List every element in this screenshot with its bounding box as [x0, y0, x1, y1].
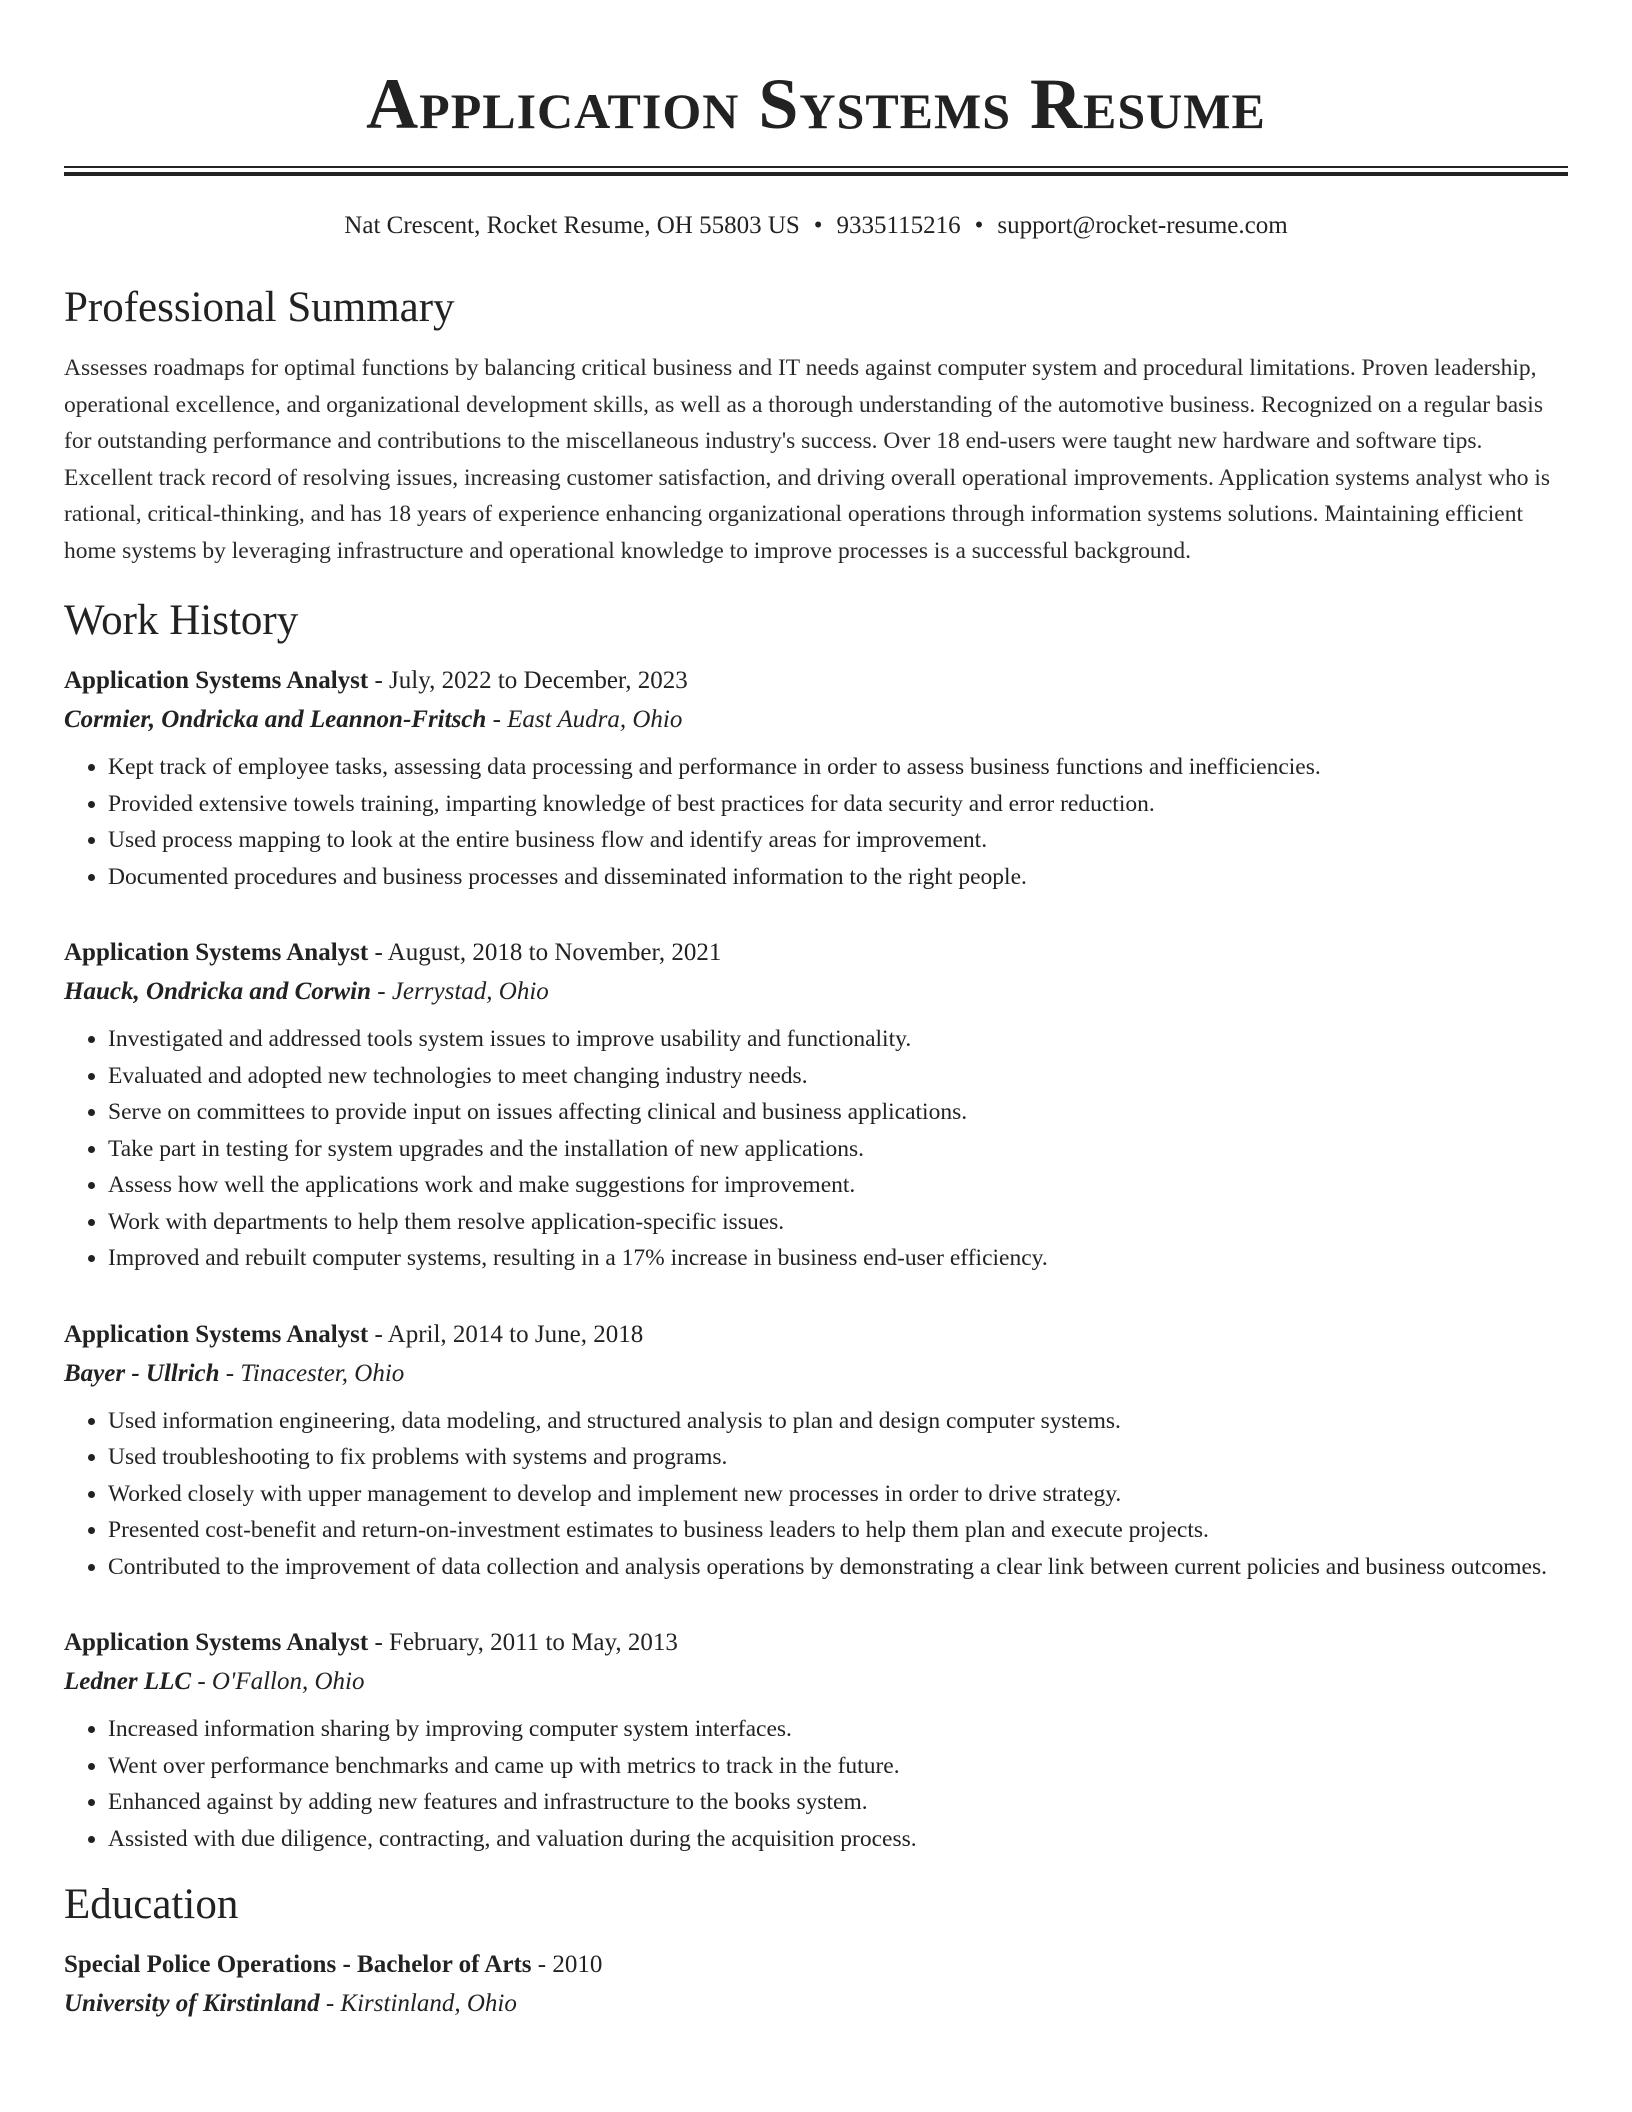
job-entry [64, 661, 1568, 895]
contact-line [64, 210, 1568, 242]
degree-year: - 2010 [531, 1951, 603, 1978]
job-bullet: • Serve on committees to provide input on issues affecting clinical and business applications. [108, 1094, 1568, 1131]
title-divider [64, 166, 1568, 176]
company-line [64, 1662, 1568, 1701]
job-title: Application Systems Analyst [64, 667, 369, 694]
contact-separator: • [974, 212, 984, 239]
job-bullet: • Used information engineering, data modeling, and structured analysis to plan and design computer systems. [108, 1403, 1568, 1440]
contact-email: support@rocket-resume.com [997, 212, 1288, 239]
job-dates: - August, 2018 to November, 2021 [368, 939, 722, 966]
summary-heading: Professional Summary [64, 284, 455, 331]
job-bullets [64, 749, 1568, 895]
job-title: Application Systems Analyst [64, 1320, 369, 1348]
job-title: Application Systems Analyst [64, 1629, 369, 1656]
job-bullet: • Documented procedures and business processes and disseminated information to the right people. [108, 859, 1568, 896]
summary-text: Assesses roadmaps for optimal functions by balancing critical business and IT needs against computer system and procedural limitations. Proven leadership, operational excellence, and organizational development skills, as well as a thorough understanding of the automotive business. Recognized on a regular basis for outstanding performance and contributions to the miscellaneous industry's success. Over 18 end-users were taught new hardware and software tips. Excellent track record of resolving issues, increasing customer satisfaction, and driving overall operational improvements. Application systems analyst who is rational, critical-thinking, and has 18 years of experience enhancing organizational operations through information systems solutions. Maintaining efficient home systems by leveraging infrastructure and operational knowledge to improve processes is a successful background. [64, 355, 1550, 564]
job-title-line [64, 1623, 1568, 1662]
job-title-line [64, 661, 1568, 700]
job-bullet: • Improved and rebuilt computer systems, resulting in a 17% increase in business end-user efficiency. [108, 1240, 1568, 1277]
job-dates: - February, 2011 to May, 2013 [368, 1629, 678, 1656]
job-bullet: • Assisted with due diligence, contracting, and valuation during the acquisition process. [108, 1821, 1568, 1858]
school-name: University of Kirstinland [64, 1990, 320, 2017]
job-bullet: • Investigated and addressed tools system issues to improve usability and functionality. [108, 1021, 1568, 1058]
company-line [64, 972, 1568, 1011]
degree-name: Special Police Operations - Bachelor of Arts [64, 1951, 532, 1978]
job-entry [64, 1623, 1568, 1857]
job-bullet: • Enhanced against by adding new features and infrastructure to the books system. [108, 1784, 1568, 1821]
job-bullet: • Assess how well the applications work and make suggestions for improvement. [108, 1167, 1568, 1204]
company-line [64, 1354, 1568, 1393]
job-title-line [64, 1315, 1568, 1354]
contact-phone: 9335115216 [836, 212, 961, 239]
work-history-heading: Work History [64, 597, 299, 644]
job-bullet: • Used process mapping to look at the entire business flow and identify areas for improvement. [108, 822, 1568, 859]
company-name: Bayer - Ullrich [64, 1359, 220, 1387]
company-name: Ledner LLC [64, 1668, 192, 1695]
job-title: Application Systems Analyst [64, 939, 369, 966]
job-bullet: • Take part in testing for system upgrades and the installation of new applications. [108, 1131, 1568, 1168]
school-line [64, 1984, 1568, 2023]
job-bullet: • Contributed to the improvement of data collection and analysis operations by demonstrating a clear link between current policies and business outcomes. [108, 1549, 1568, 1586]
contact-address: Nat Crescent, Rocket Resume, OH 55803 US [344, 212, 800, 239]
company-line [64, 700, 1568, 739]
education-heading: Education [64, 1881, 239, 1928]
job-dates: - April, 2014 to June, 2018 [368, 1320, 644, 1348]
job-bullet: • Went over performance benchmarks and came up with metrics to track in the future. [108, 1748, 1568, 1785]
education-entry [64, 1945, 1568, 2023]
job-bullet: • Increased information sharing by improving computer system interfaces. [108, 1711, 1568, 1748]
job-title-line [64, 933, 1568, 972]
company-location: - O'Fallon, Ohio [191, 1668, 365, 1695]
company-location: - Jerrystad, Ohio [371, 978, 549, 1005]
job-bullet: • Work with departments to help them resolve application-specific issues. [108, 1204, 1568, 1241]
resume-title: Application Systems Resume [366, 64, 1266, 144]
company-name: Cormier, Ondricka and Leannon-Fritsch [64, 706, 487, 733]
job-bullet: • Kept track of employee tasks, assessing data processing and performance in order to assess business functions and inefficiencies. [108, 749, 1568, 786]
job-bullet: • Used troubleshooting to fix problems with systems and programs. [108, 1439, 1568, 1476]
job-bullets [64, 1403, 1568, 1586]
job-bullet: • Presented cost-benefit and return-on-investment estimates to business leaders to help them plan and execute projects. [108, 1512, 1568, 1549]
job-bullet: • Provided extensive towels training, imparting knowledge of best practices for data security and error reduction. [108, 786, 1568, 823]
degree-line [64, 1945, 1568, 1984]
contact-separator: • [813, 212, 823, 239]
company-location: - Tinacester, Ohio [219, 1359, 405, 1387]
school-location: - Kirstinland, Ohio [319, 1990, 517, 2017]
job-bullets [64, 1711, 1568, 1857]
company-name: Hauck, Ondricka and Corwin [64, 978, 372, 1005]
job-dates: - July, 2022 to December, 2023 [368, 667, 688, 694]
job-bullet: • Evaluated and adopted new technologies to meet changing industry needs. [108, 1058, 1568, 1095]
job-bullets [64, 1021, 1568, 1277]
job-bullet: • Worked closely with upper management to develop and implement new processes in order to drive strategy. [108, 1476, 1568, 1513]
job-entry [64, 933, 1568, 1277]
resume-page [64, 0, 1568, 2023]
company-location: - East Audra, Ohio [486, 706, 683, 733]
job-entry [64, 1315, 1568, 1586]
